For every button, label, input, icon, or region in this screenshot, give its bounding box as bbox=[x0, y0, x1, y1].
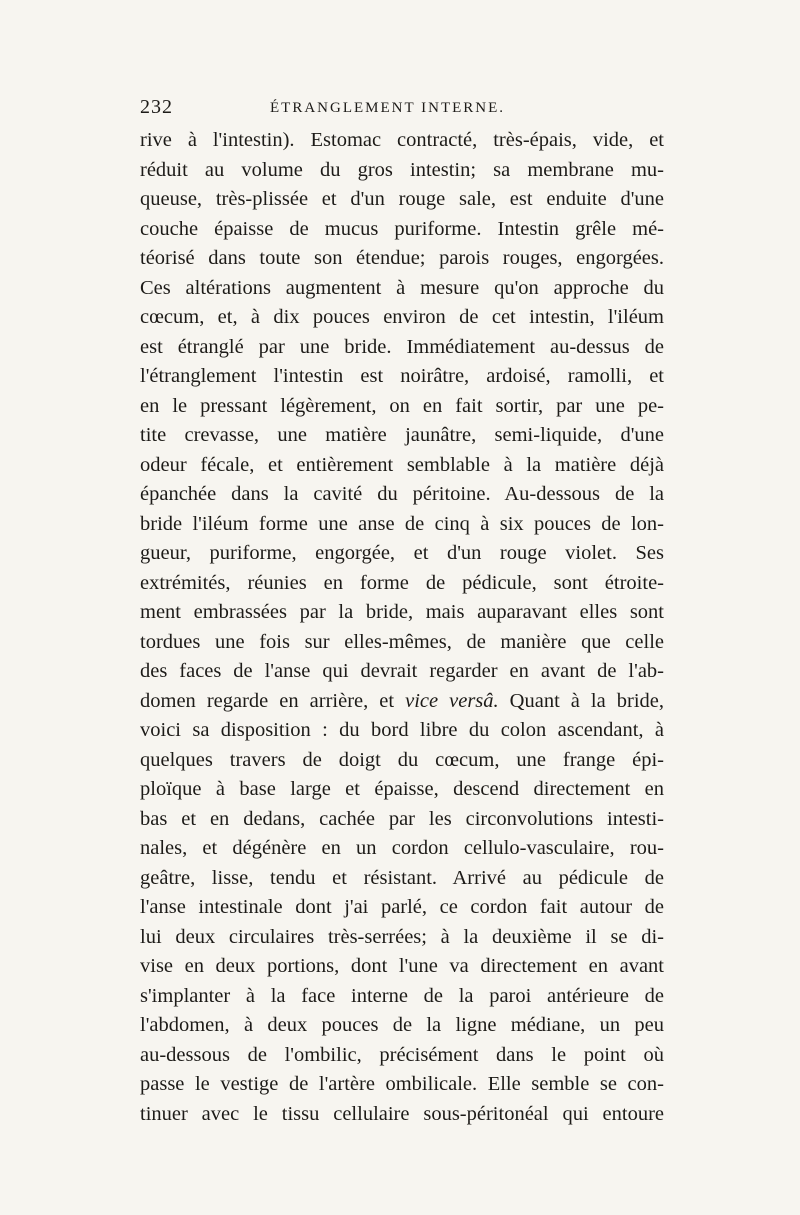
text-line: téorisé dans toute son étendue; parois rouges, engorgées. bbox=[140, 247, 664, 269]
text-line: tinuer avec le tissu cellulaire sous-péritonéal qui entoure bbox=[140, 1102, 664, 1125]
italic-phrase: vice versâ. bbox=[405, 689, 499, 712]
text-line: vise en deux portions, dont l'une va directement en avant bbox=[140, 955, 664, 977]
text-line: l'étranglement l'intestin est noirâtre, ardoisé, ramolli, et bbox=[140, 365, 664, 387]
text-line: geâtre, lisse, tendu et résistant. Arrivé au pédicule de bbox=[140, 866, 664, 889]
text-fragment: Quant à la bride, bbox=[498, 689, 664, 712]
text-line: tite crevasse, une matière jaunâtre, semi-liquide, d'une bbox=[140, 424, 664, 446]
text-line: bas et en dedans, cachée par les circonvolutions intesti- bbox=[140, 807, 664, 830]
body-text bbox=[140, 126, 664, 1129]
text-fragment: domen regarde en arrière, et bbox=[140, 689, 395, 712]
text-line: odeur fécale, et entièrement semblable à la matière déjà bbox=[140, 453, 664, 476]
text-line: des faces de l'anse qui devrait regarder en avant de l'ab- bbox=[140, 660, 664, 682]
text-line: réduit au volume du gros intestin; sa membrane mu- bbox=[140, 158, 664, 181]
text-line: cœcum, et, à dix pouces environ de cet intestin, l'iléum bbox=[140, 306, 664, 328]
text-line: passe le vestige de l'artère ombilicale. Elle semble se con- bbox=[140, 1073, 664, 1095]
text-line: tordues une fois sur elles-mêmes, de manière que celle bbox=[140, 630, 664, 653]
text-line: s'implanter à la face interne de la paroi antérieure de bbox=[140, 984, 664, 1007]
text-line: gueur, puriforme, engorgée, et d'un rouge violet. Ses bbox=[140, 542, 664, 564]
text-line: épanchée dans la cavité du péritoine. Au-dessous de la bbox=[140, 483, 664, 505]
text-line: l'abdomen, à deux pouces de la ligne médiane, un peu bbox=[140, 1014, 664, 1036]
text-line: l'anse intestinale dont j'ai parlé, ce cordon fait autour de bbox=[140, 896, 664, 918]
text-line: est étranglé par une bride. Immédiatement au-dessus de bbox=[140, 335, 664, 358]
text-line: bride l'iléum forme une anse de cinq à six pouces de lon- bbox=[140, 512, 664, 535]
text-line: Ces altérations augmentent à mesure qu'on approche du bbox=[140, 276, 664, 299]
text-line: au-dessous de l'ombilic, précisément dans le point où bbox=[140, 1043, 664, 1066]
text-line-mixed bbox=[140, 687, 664, 717]
running-title: ÉTRANGLEMENT INTERNE. bbox=[270, 100, 506, 116]
text-line: queuse, très-plissée et d'un rouge sale, est enduite d'une bbox=[140, 188, 664, 210]
text-line: ment embrassées par la bride, mais auparavant elles sont bbox=[140, 601, 664, 623]
text-line: extrémités, réunies en forme de pédicule, sont étroite- bbox=[140, 571, 664, 594]
text-line: lui deux circulaires très-serrées; à la deuxième il se di- bbox=[140, 925, 664, 948]
text-line: rive à l'intestin). Estomac contracté, très-épais, vide, et bbox=[140, 129, 664, 151]
text-line: voici sa disposition : du bord libre du colon ascendant, à bbox=[140, 719, 664, 741]
text-line: ploïque à base large et épaisse, descend directement en bbox=[140, 778, 664, 800]
text-line: couche épaisse de mucus puriforme. Intestin grêle mé- bbox=[140, 217, 664, 240]
text-line: nales, et dégénère en un cordon cellulo-vasculaire, rou- bbox=[140, 837, 664, 859]
page-number: 232 bbox=[140, 96, 173, 118]
text-line: quelques travers de doigt du cœcum, une frange épi- bbox=[140, 748, 664, 771]
text-line: en le pressant légèrement, on en fait sortir, par une pe- bbox=[140, 394, 664, 417]
page-header bbox=[140, 96, 670, 122]
